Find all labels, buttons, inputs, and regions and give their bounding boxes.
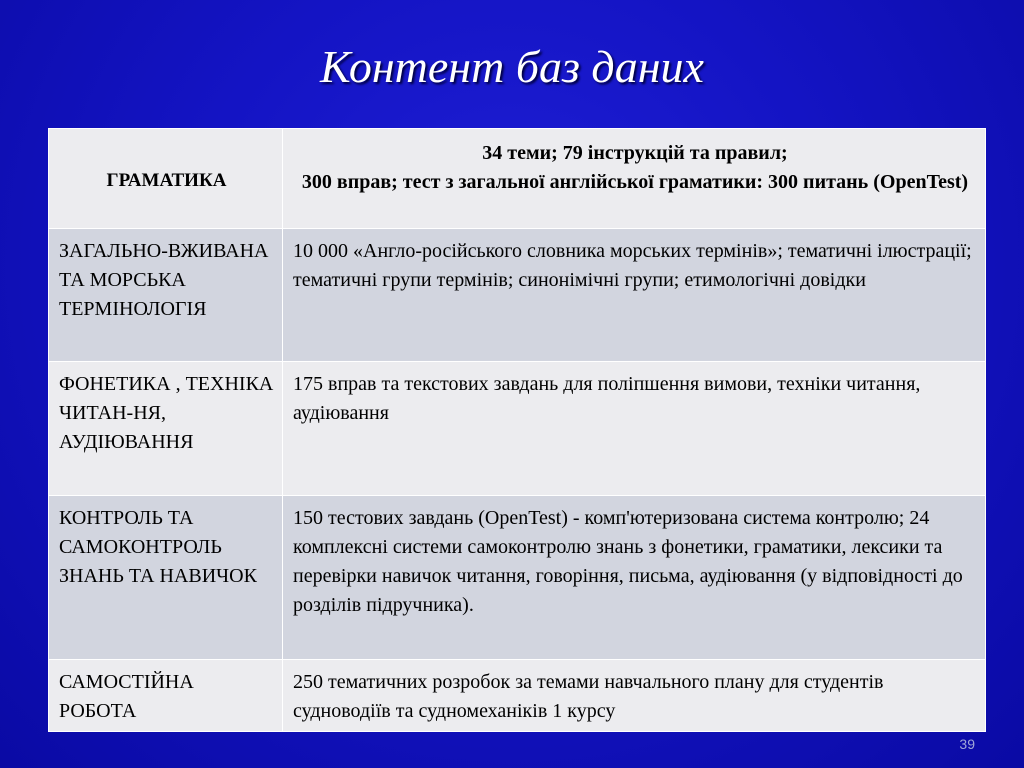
description-line: 34 теми; 79 інструкцій та правил; [482,142,788,164]
row-description: 150 тестових завдань (OpenTest) - комп'ютеризована система контролю; 24 комплексні системи самоконтролю знань з фонетики, граматики, лексики та перевірки навичок читання, говоріння, письма, аудіювання (у відповідності до розділів підручника). [283,496,986,660]
row-topic: ГРАМАТИКА [49,129,283,229]
table-row-terminology [49,229,986,362]
row-topic: КОНТРОЛЬ ТА САМОКОНТРОЛЬ ЗНАНЬ ТА НАВИЧОК [49,496,283,660]
table-row-self-study [49,660,986,732]
table-row-control [49,496,986,660]
row-topic: ФОНЕТИКА , ТЕХНІКА ЧИТАН-НЯ, АУДІЮВАННЯ [49,362,283,496]
slide-number: 39 [959,736,975,752]
slide-title: Контент баз даних [320,41,704,92]
row-topic: ЗАГАЛЬНО-ВЖИВАНА ТА МОРСЬКА ТЕРМІНОЛОГІЯ [49,229,283,362]
table-row-phonetics [49,362,986,496]
row-description: 10 000 «Англо-російського словника морських термінів»; тематичні ілюстрації; тематичні групи термінів; синонімічні групи; етимологічні довідки [283,229,986,362]
row-description: 250 тематичних розробок за темами навчального плану для студентів судноводіїв та судномеханіків 1 курсу [283,660,986,732]
row-topic: САМОСТІЙНА РОБОТА [49,660,283,732]
row-description [283,129,986,229]
content-table [48,128,986,732]
description-line: 300 вправ; тест з загальної англійської граматики: 300 питань (OpenTest) [301,171,969,193]
row-description: 175 вправ та текстових завдань для поліпшення вимови, техніки читання, аудіювання [283,362,986,496]
table-row-grammar [49,129,986,229]
